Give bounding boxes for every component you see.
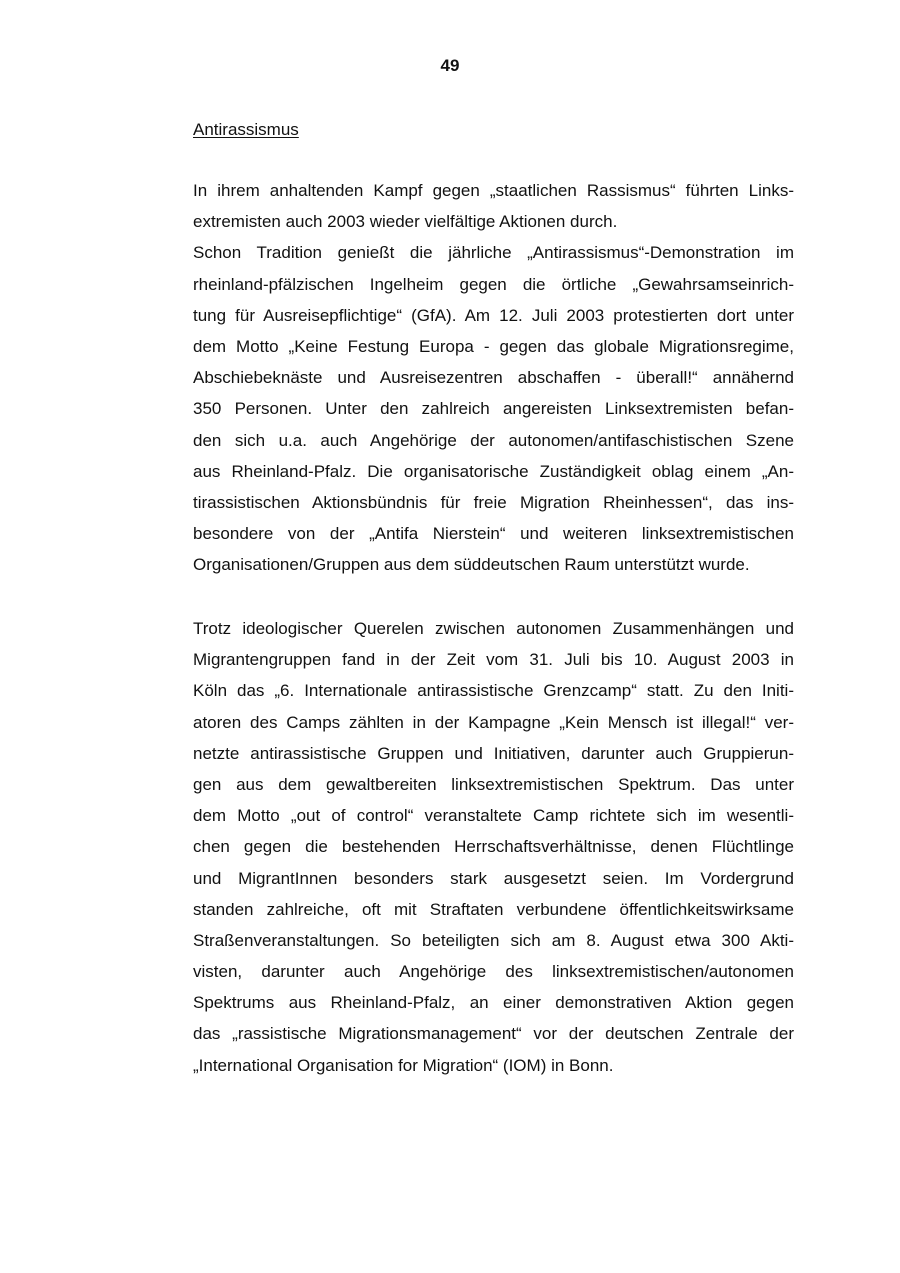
text-line: tirassistischen Aktionsbündnis für freie Migration Rheinhessen“, das ins- [193, 492, 794, 512]
text-line: netzte antirassistische Gruppen und Initiativen, darunter auch Gruppierun- [193, 743, 794, 763]
text-line: Organisationen/Gruppen aus dem süddeutschen Raum unterstützt wurde. [193, 555, 750, 575]
text-line: aus Rheinland-Pfalz. Die organisatorische Zuständigkeit oblag einem „An- [193, 461, 794, 481]
text-line: Straßenveranstaltungen. So beteiligten sich am 8. August etwa 300 Akti- [193, 930, 794, 950]
text-line: Abschiebeknäste und Ausreisezentren abschaffen - überall!“ annähernd [193, 368, 794, 388]
text-line: 350 Personen. Unter den zahlreich angereisten Linksextremisten befan- [193, 399, 794, 419]
text-line: extremisten auch 2003 wieder vielfältige Aktionen durch. [193, 212, 618, 232]
text-line: In ihrem anhaltenden Kampf gegen „staatlichen Rassismus“ führten Links- [193, 181, 794, 200]
text-line: und MigrantInnen besonders stark ausgesetzt seien. Im Vordergrund [193, 868, 794, 888]
text-line: chen gegen die bestehenden Herrschaftsverhältnisse, denen Flüchtlinge [193, 837, 794, 857]
section-heading: Antirassismus [193, 120, 299, 139]
text-line: Köln das „6. Internationale antirassistische Grenzcamp“ statt. Zu den Initi- [193, 681, 794, 701]
text-line: Schon Tradition genießt die jährliche „Antirassismus“-Demonstration im [193, 243, 794, 263]
text-line: Spektrums aus Rheinland-Pfalz, an einer demonstrativen Aktion gegen [193, 993, 794, 1013]
paragraph-1 [193, 175, 794, 580]
text-line: Trotz ideologischer Querelen zwischen autonomen Zusammenhängen und [193, 619, 794, 638]
text-line: dem Motto „Keine Festung Europa - gegen das globale Migrationsregime, [193, 336, 794, 356]
text-line: gen aus dem gewaltbereiten linksextremistischen Spektrum. Das unter [193, 774, 794, 794]
text-line: „International Organisation for Migration“ (IOM) in Bonn. [193, 1055, 614, 1075]
paragraph-2 [193, 613, 794, 1081]
text-line: Migrantengruppen fand in der Zeit vom 31. Juli bis 10. August 2003 in [193, 650, 794, 670]
text-line: den sich u.a. auch Angehörige der autonomen/antifaschistischen Szene [193, 430, 794, 450]
text-line: das „rassistische Migrationsmanagement“ vor der deutschen Zentrale der [193, 1024, 794, 1044]
text-line: standen zahlreiche, oft mit Straftaten verbundene öffentlichkeitswirksame [193, 899, 794, 919]
text-line: atoren des Camps zählten in der Kampagne „Kein Mensch ist illegal!“ ver- [193, 712, 794, 732]
text-line: tung für Ausreisepflichtige“ (GfA). Am 12. Juli 2003 protestierten dort unter [193, 305, 794, 325]
text-line: dem Motto „out of control“ veranstaltete Camp richtete sich im wesentli- [193, 806, 794, 826]
text-line: rheinland-pfälzischen Ingelheim gegen die örtliche „Gewahrsamseinrich- [193, 274, 794, 294]
page-number: 49 [440, 56, 460, 75]
text-line: besondere von der „Antifa Nierstein“ und weiteren linksextremistischen [193, 524, 794, 544]
text-line: visten, darunter auch Angehörige des linksextremistischen/autonomen [193, 962, 794, 982]
